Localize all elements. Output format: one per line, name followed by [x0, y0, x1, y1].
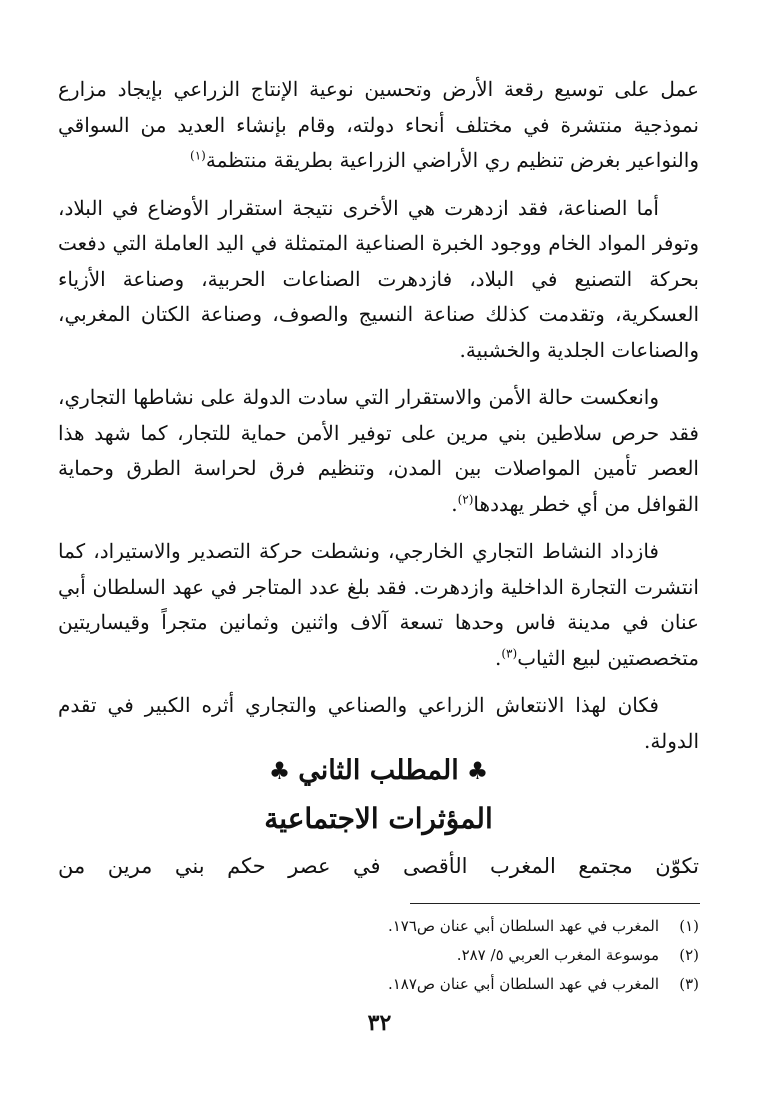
paragraph-agriculture: عمل على توسيع رقعة الأرض وتحسين نوعية الإنتاج الزراعي بإيجاد مزارع نموذجية منتشرة في مختلف أنحاء دولته، وقام بإنشاء العديد من السواقي والنواعير بغرض تنظيم ري الأراضي الزراعية بطريقة منتظمة$^{(١)}$ — [58, 77, 699, 172]
paragraph-industry: أما الصناعة، فقد ازدهرت هي الأخرى نتيجة استقرار الأوضاع في البلاد، وتوفر المواد الخام ووجود الخبرة الصناعية المتمثلة في اليد العاملة التي دفعت بحركة التصنيع في البلاد، فازدهرت الصناعات الحربية، وصناعة الأزياء العسكرية، وتقدمت كذلك صناعة النسيج والصوف، وصناعة الكتان المغربي، والصناعات الجلدية والخشبية. — [58, 195, 699, 362]
page-number: ٣٢ — [367, 1010, 392, 1036]
body-text — [58, 72, 699, 771]
paragraph-security-trade: وانعكست حالة الأمن والاستقرار التي سادت الدولة على نشاطها التجاري، فقد حرص سلاطين بني مرين على توفير الأمن حماية للتجار، كما شهد هذا العصر تأمين المواصلات بين المدن، وتنظيم فرق لحراسة الطرق وحماية القوافل من أي خطر يهددها$^{(٢)}$. — [58, 385, 699, 516]
paragraph-external-trade: فازداد النشاط التجاري الخارجي، ونشطت حركة التصدير والاستيراد، كما انتشرت التجارة الداخلية وازدهرت. فقد بلغ عدد المتاجر في عهد السلطان أبي عنان في مدينة فاس وحدها تسعة آلاف واثنين وثمانين متجراً وقيساريتين متخصصتين لبيع الثياب$^{(٣)}$. — [58, 539, 699, 670]
footnote-number: (١) — [679, 917, 699, 935]
footnote-ref-2[interactable]: (٢) — [457, 491, 474, 506]
paragraph-conclusion: فكان لهذا الانتعاش الزراعي والصناعي والتجاري أثره الكبير في تقدم الدولة. — [58, 693, 699, 753]
footnote-ref-3[interactable]: (٣) — [501, 645, 518, 660]
continuation-line: تكوّن مجتمع المغرب الأقصى في عصر حكم بني مرين من — [58, 854, 699, 878]
footnote-item — [58, 912, 699, 941]
footnote-ref-1[interactable]: (١) — [190, 148, 206, 163]
section-heading — [58, 755, 699, 786]
footnote-number: (٣) — [679, 975, 699, 993]
section-title: المؤثرات الاجتماعية — [264, 802, 493, 835]
ornament-icon: ♣ — [268, 756, 291, 785]
footnote-item — [58, 970, 699, 999]
ornament-icon: ♣ — [466, 756, 489, 785]
footnotes — [58, 912, 699, 999]
footnote-item — [58, 941, 699, 970]
footnote-text: المغرب في عهد السلطان أبي عنان ص١٨٧. — [387, 975, 659, 993]
footnote-text: موسوعة المغرب العربي ٥/ ٢٨٧. — [456, 946, 659, 964]
footnote-divider — [410, 903, 700, 904]
footnote-number: (٢) — [679, 946, 699, 964]
footnote-text: المغرب في عهد السلطان أبي عنان ص١٧٦. — [387, 917, 659, 935]
section-heading-text: المطلب الثاني — [298, 755, 459, 786]
